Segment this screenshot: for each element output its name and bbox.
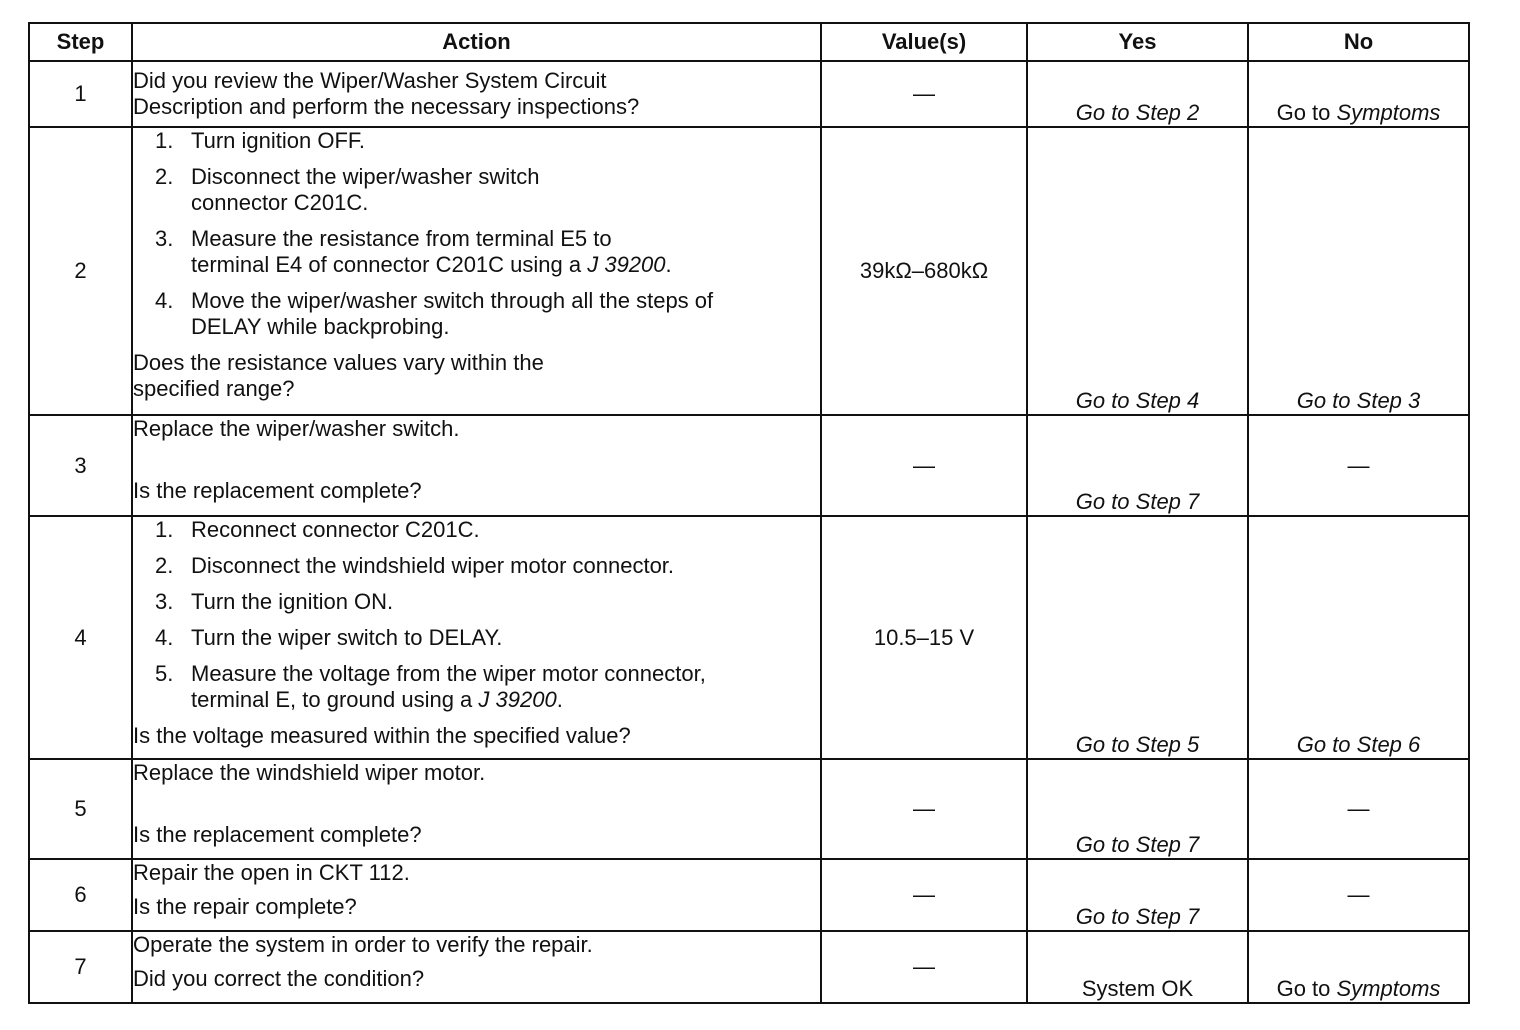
value-cell: 39kΩ–680kΩ [821, 127, 1027, 415]
step-number: 4 [29, 516, 132, 759]
step-number: 1 [29, 61, 132, 127]
item-number: 4. [155, 625, 174, 650]
procedure-item [133, 288, 820, 340]
table-row [29, 415, 1469, 516]
table-row [29, 859, 1469, 931]
yes-cell: Go to Step 7 [1027, 415, 1248, 516]
value-cell: — [821, 931, 1027, 1003]
yes-cell: Go to Step 7 [1027, 859, 1248, 931]
item-number: 3. [155, 589, 174, 614]
header-row [29, 23, 1469, 61]
value-cell: — [821, 61, 1027, 127]
action-cell [132, 516, 821, 759]
item-text: . [556, 687, 563, 712]
item-number: 4. [155, 288, 174, 313]
step-number: 3 [29, 415, 132, 516]
value-cell: — [821, 759, 1027, 859]
diagnostic-table [28, 22, 1470, 1004]
question-text: Is the repair complete? [133, 894, 357, 919]
yes-cell: System OK [1027, 931, 1248, 1003]
table-row [29, 61, 1469, 127]
step-number: 6 [29, 859, 132, 931]
action-text: Did you review the Wiper/Washer System Circuit [133, 68, 607, 93]
item-text: Turn the wiper switch to DELAY. [191, 625, 503, 650]
tool-reference: J 39200 [478, 687, 557, 712]
no-text: Go to [1276, 100, 1337, 125]
no-cell: — [1248, 415, 1469, 516]
item-number: 2. [155, 553, 174, 578]
item-text: Measure the resistance from terminal E5 to [191, 226, 612, 251]
item-number: 3. [155, 226, 174, 251]
value-cell: — [821, 859, 1027, 931]
action-text: Description and perform the necessary inspections? [133, 94, 640, 119]
no-cell: Go to Step 6 [1248, 516, 1469, 759]
tool-reference: J 39200 [587, 252, 666, 277]
header-step: Step [29, 23, 132, 61]
procedure-item [133, 625, 820, 651]
item-number: 5. [155, 661, 174, 686]
item-text: Disconnect the wiper/washer switch [191, 164, 540, 189]
item-text: Disconnect the windshield wiper motor connector. [191, 553, 675, 578]
action-cell [132, 415, 821, 516]
procedure-item [133, 226, 820, 278]
header-no: No [1248, 23, 1469, 61]
item-number: 1. [155, 517, 174, 542]
action-cell [132, 859, 821, 931]
step-number: 2 [29, 127, 132, 415]
no-link-text: Symptoms [1336, 100, 1441, 125]
no-cell: Go to Step 3 [1248, 127, 1469, 415]
no-cell: — [1248, 859, 1469, 931]
header-yes: Yes [1027, 23, 1248, 61]
value-cell: — [821, 415, 1027, 516]
procedure-item [133, 553, 820, 579]
procedure-item [133, 589, 820, 615]
table-row [29, 931, 1469, 1003]
procedure-item [133, 661, 820, 713]
question-text: Does the resistance values vary within the [133, 350, 544, 375]
action-cell [132, 127, 821, 415]
procedure-list [133, 517, 820, 713]
action-text: Replace the wiper/washer switch. [133, 416, 460, 441]
item-number: 2. [155, 164, 174, 189]
question-text: Is the voltage measured within the specified value? [133, 723, 631, 748]
question-text: Is the replacement complete? [133, 478, 422, 503]
table-row [29, 759, 1469, 859]
item-text: terminal E, to ground using a [191, 687, 479, 712]
no-cell [1248, 931, 1469, 1003]
action-cell [132, 759, 821, 859]
yes-cell: Go to Step 4 [1027, 127, 1248, 415]
step-number: 5 [29, 759, 132, 859]
question-text: Did you correct the condition? [133, 966, 425, 991]
table-row [29, 516, 1469, 759]
question-text: Is the replacement complete? [133, 822, 422, 847]
value-cell: 10.5–15 V [821, 516, 1027, 759]
item-text: Measure the voltage from the wiper motor connector, [191, 661, 706, 686]
item-text: Turn ignition OFF. [191, 128, 366, 153]
yes-cell: Go to Step 2 [1027, 61, 1248, 127]
step-number: 7 [29, 931, 132, 1003]
item-text: connector C201C. [191, 190, 369, 215]
item-number: 1. [155, 128, 174, 153]
no-link-text: Symptoms [1336, 976, 1441, 1001]
header-values: Value(s) [821, 23, 1027, 61]
item-text: . [665, 252, 672, 277]
question-text: specified range? [133, 376, 295, 401]
header-action: Action [132, 23, 821, 61]
item-text: Move the wiper/washer switch through all the steps of [191, 288, 714, 313]
item-text: Reconnect connector C201C. [191, 517, 480, 542]
no-text: Go to [1276, 976, 1337, 1001]
procedure-item [133, 164, 820, 216]
item-text: Turn the ignition ON. [191, 589, 394, 614]
item-text: terminal E4 of connector C201C using a [191, 252, 588, 277]
action-text: Replace the windshield wiper motor. [133, 760, 486, 785]
procedure-item [133, 128, 820, 154]
item-text: DELAY while backprobing. [191, 314, 450, 339]
yes-cell: Go to Step 5 [1027, 516, 1248, 759]
procedure-item [133, 517, 820, 543]
no-cell: — [1248, 759, 1469, 859]
no-cell [1248, 61, 1469, 127]
procedure-list [133, 128, 820, 340]
yes-cell: Go to Step 7 [1027, 759, 1248, 859]
table-row [29, 127, 1469, 415]
action-cell [132, 931, 821, 1003]
action-cell [132, 61, 821, 127]
action-text: Repair the open in CKT 112. [133, 860, 410, 885]
action-text: Operate the system in order to verify the repair. [133, 932, 593, 957]
